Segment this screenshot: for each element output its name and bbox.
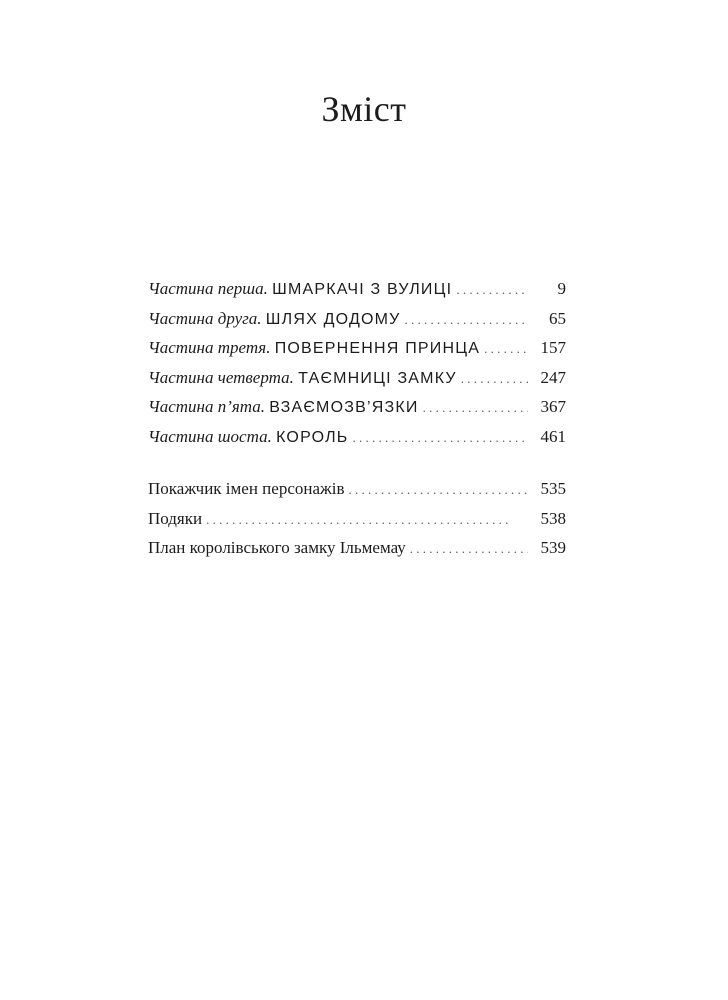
page-number: 65 (549, 308, 566, 328)
toc-entry-part-6[interactable] (148, 427, 566, 457)
dot-leader (405, 312, 528, 328)
dot-leader (484, 341, 528, 357)
toc-entry-part-3[interactable] (148, 338, 566, 368)
toc-entry-label (148, 427, 348, 447)
page-number: 247 (540, 367, 566, 387)
toc-parts-list (148, 279, 566, 456)
part-title: ВЗАЄМОЗВ’ЯЗКИ (269, 399, 419, 416)
dot-leader (461, 371, 528, 387)
page-title: Зміст (321, 89, 407, 129)
part-prefix: Частина друга. (148, 308, 262, 328)
toc-entry-label (148, 279, 452, 299)
toc-entry-part-4[interactable] (148, 368, 566, 398)
dot-leader (206, 512, 528, 528)
toc-entry-part-1[interactable] (148, 279, 566, 309)
page-number: 461 (540, 426, 566, 446)
toc-entry-castle-plan[interactable] (148, 538, 566, 568)
page-number: 538 (540, 508, 566, 528)
page-number: 9 (557, 279, 566, 298)
toc-entry-label: Подяки (148, 508, 203, 528)
part-prefix: Частина п’ята. (148, 397, 266, 416)
toc-entry-part-5[interactable] (148, 397, 566, 427)
part-prefix: Частина третя. (148, 338, 271, 357)
page-number: 535 (540, 479, 566, 498)
toc-entry-label: Покажчик імен персонажів (148, 479, 345, 498)
dot-leader (410, 541, 528, 557)
part-title: ТАЄМНИЦІ ЗАМКУ (298, 369, 457, 387)
part-prefix: Частина перша. (148, 279, 268, 298)
toc-entry-label (148, 338, 480, 358)
part-prefix: Частина шоста. (148, 426, 272, 446)
part-prefix: Частина четверта. (148, 367, 294, 387)
toc-entry-label (148, 368, 457, 388)
toc-entry-label (148, 309, 401, 329)
dot-leader (349, 482, 528, 498)
part-title: ПОВЕРНЕННЯ ПРИНЦА (274, 340, 481, 357)
part-title: ШМАРКАЧІ З ВУЛИЦІ (272, 281, 453, 298)
part-title: КОРОЛЬ (276, 428, 349, 446)
toc-entry-label: План королівського замку Ільмемау (148, 538, 406, 557)
toc-entry-character-index[interactable] (148, 479, 566, 509)
dot-leader (423, 400, 528, 416)
page-number: 367 (540, 397, 566, 416)
toc-extras-list (148, 479, 566, 568)
part-title: ШЛЯХ ДОДОМУ (265, 310, 401, 328)
page-number: 539 (540, 538, 566, 557)
toc-entry-part-2[interactable] (148, 309, 566, 339)
page-number: 157 (540, 338, 566, 357)
dot-leader (456, 282, 528, 298)
toc-entry-label (148, 397, 419, 417)
toc-entry-acknowledgements[interactable] (148, 509, 566, 539)
dot-leader (352, 430, 528, 446)
